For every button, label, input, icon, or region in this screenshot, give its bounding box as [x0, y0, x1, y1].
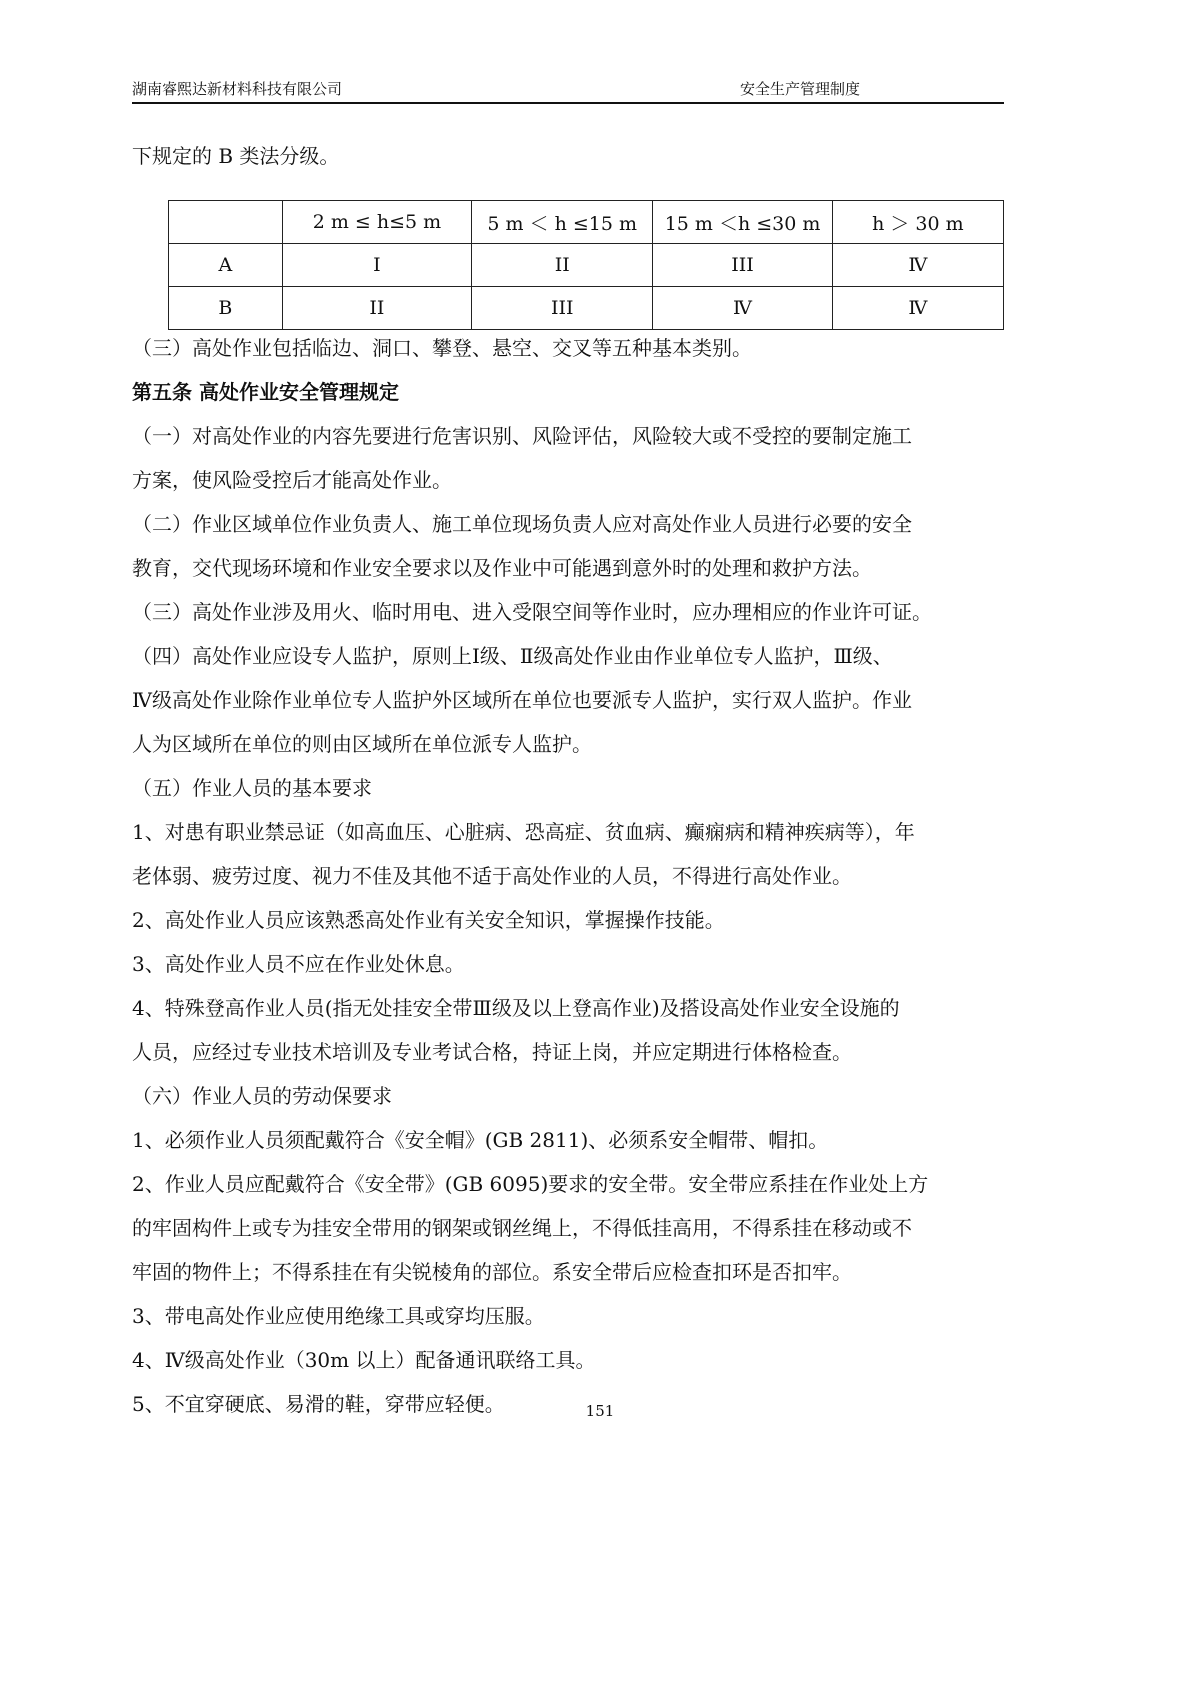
- table-cell: III: [653, 244, 832, 287]
- table-cell: III: [472, 287, 653, 330]
- body-line: 1、对患有职业禁忌证（如高血压、心脏病、恐高症、贫血病、癫痫病和精神疾病等），年: [132, 820, 915, 844]
- company-name: 湖南睿熙达新材料科技有限公司: [132, 80, 343, 98]
- table-cell: Ⅳ: [653, 287, 832, 330]
- body-line: 方案，使风险受控后才能高处作业。: [132, 468, 452, 492]
- page-header: [132, 78, 1004, 104]
- body-line: 的牢固构件上或专为挂安全带用的钢架或钢丝绳上，不得低挂高用，不得系挂在移动或不: [132, 1216, 912, 1240]
- table-cell: B: [169, 287, 283, 330]
- body-line: 1、必须作业人员须配戴符合《安全帽》(GB 2811)、必须系安全帽带、帽扣。: [132, 1128, 829, 1152]
- body-line: （四）高处作业应设专人监护，原则上Ⅰ级、Ⅱ级高处作业由作业单位专人监护，Ⅲ级、: [132, 644, 893, 668]
- table-cell: I: [282, 244, 471, 287]
- table-cell: A: [169, 244, 283, 287]
- body-line: 牢固的物件上；不得系挂在有尖锐棱角的部位。系安全带后应检查扣环是否扣牢。: [132, 1260, 852, 1284]
- body-line: 教育，交代现场环境和作业安全要求以及作业中可能遇到意外时的处理和救护方法。: [132, 556, 872, 580]
- body-line: 3、带电高处作业应使用绝缘工具或穿均压服。: [132, 1304, 545, 1328]
- body-line: （三）高处作业涉及用火、临时用电、进入受限空间等作业时，应办理相应的作业许可证。: [132, 600, 932, 624]
- table-header-cell: h ＞ 30 m: [832, 201, 1003, 244]
- article-heading: 第五条 高处作业安全管理规定: [132, 380, 399, 404]
- table-header-cell: 2 m ≤ h≤5 m: [282, 201, 471, 244]
- table-header-cell: [169, 201, 283, 244]
- body-line: 2、高处作业人员应该熟悉高处作业有关安全知识，掌握操作技能。: [132, 908, 725, 932]
- body-line: 5、不宜穿硬底、易滑的鞋，穿带应轻便。: [132, 1392, 505, 1416]
- table-cell: Ⅳ: [832, 287, 1003, 330]
- page-number: 151: [585, 1402, 615, 1420]
- table-cell: II: [282, 287, 471, 330]
- body-line: （一）对高处作业的内容先要进行危害识别、风险评估，风险较大或不受控的要制定施工: [132, 424, 912, 448]
- intro-line: 下规定的 B 类法分级。: [132, 144, 340, 168]
- body-line: Ⅳ级高处作业除作业单位专人监护外区域所在单位也要派专人监护，实行双人监护。作业: [132, 688, 912, 712]
- body-line: （二）作业区域单位作业负责人、施工单位现场负责人应对高处作业人员进行必要的安全: [132, 512, 912, 536]
- body-line: 2、作业人员应配戴符合《安全带》(GB 6095)要求的安全带。安全带应系挂在作业处上方: [132, 1172, 929, 1196]
- table-cell: Ⅳ: [832, 244, 1003, 287]
- table-cell: II: [472, 244, 653, 287]
- body-line: 人员，应经过专业技术培训及专业考试合格，持证上岗，并应定期进行体格检查。: [132, 1040, 852, 1064]
- table-row: [169, 287, 1004, 330]
- document-title: 安全生产管理制度: [740, 80, 861, 98]
- body-line: 老体弱、疲劳过度、视力不佳及其他不适于高处作业的人员，不得进行高处作业。: [132, 864, 852, 888]
- table-header-cell: 5 m ＜ h ≤15 m: [472, 201, 653, 244]
- height-grade-table: [168, 200, 1004, 330]
- body-line: 4、Ⅳ级高处作业（30m 以上）配备通讯联络工具。: [132, 1348, 596, 1372]
- page-body: [132, 138, 1004, 1430]
- table-header-cell: 15 m ＜h ≤30 m: [653, 201, 832, 244]
- subsection-heading: （五）作业人员的基本要求: [132, 776, 372, 800]
- body-line: 4、特殊登高作业人员(指无处挂安全带Ⅲ级及以上登高作业)及搭设高处作业安全设施的: [132, 996, 900, 1020]
- body-line: （三）高处作业包括临边、洞口、攀登、悬空、交叉等五种基本类别。: [132, 336, 752, 360]
- subsection-heading: （六）作业人员的劳动保要求: [132, 1084, 392, 1108]
- table-header-row: [169, 201, 1004, 244]
- body-line: 3、高处作业人员不应在作业处休息。: [132, 952, 465, 976]
- table-row: [169, 244, 1004, 287]
- body-line: 人为区域所在单位的则由区域所在单位派专人监护。: [132, 732, 592, 756]
